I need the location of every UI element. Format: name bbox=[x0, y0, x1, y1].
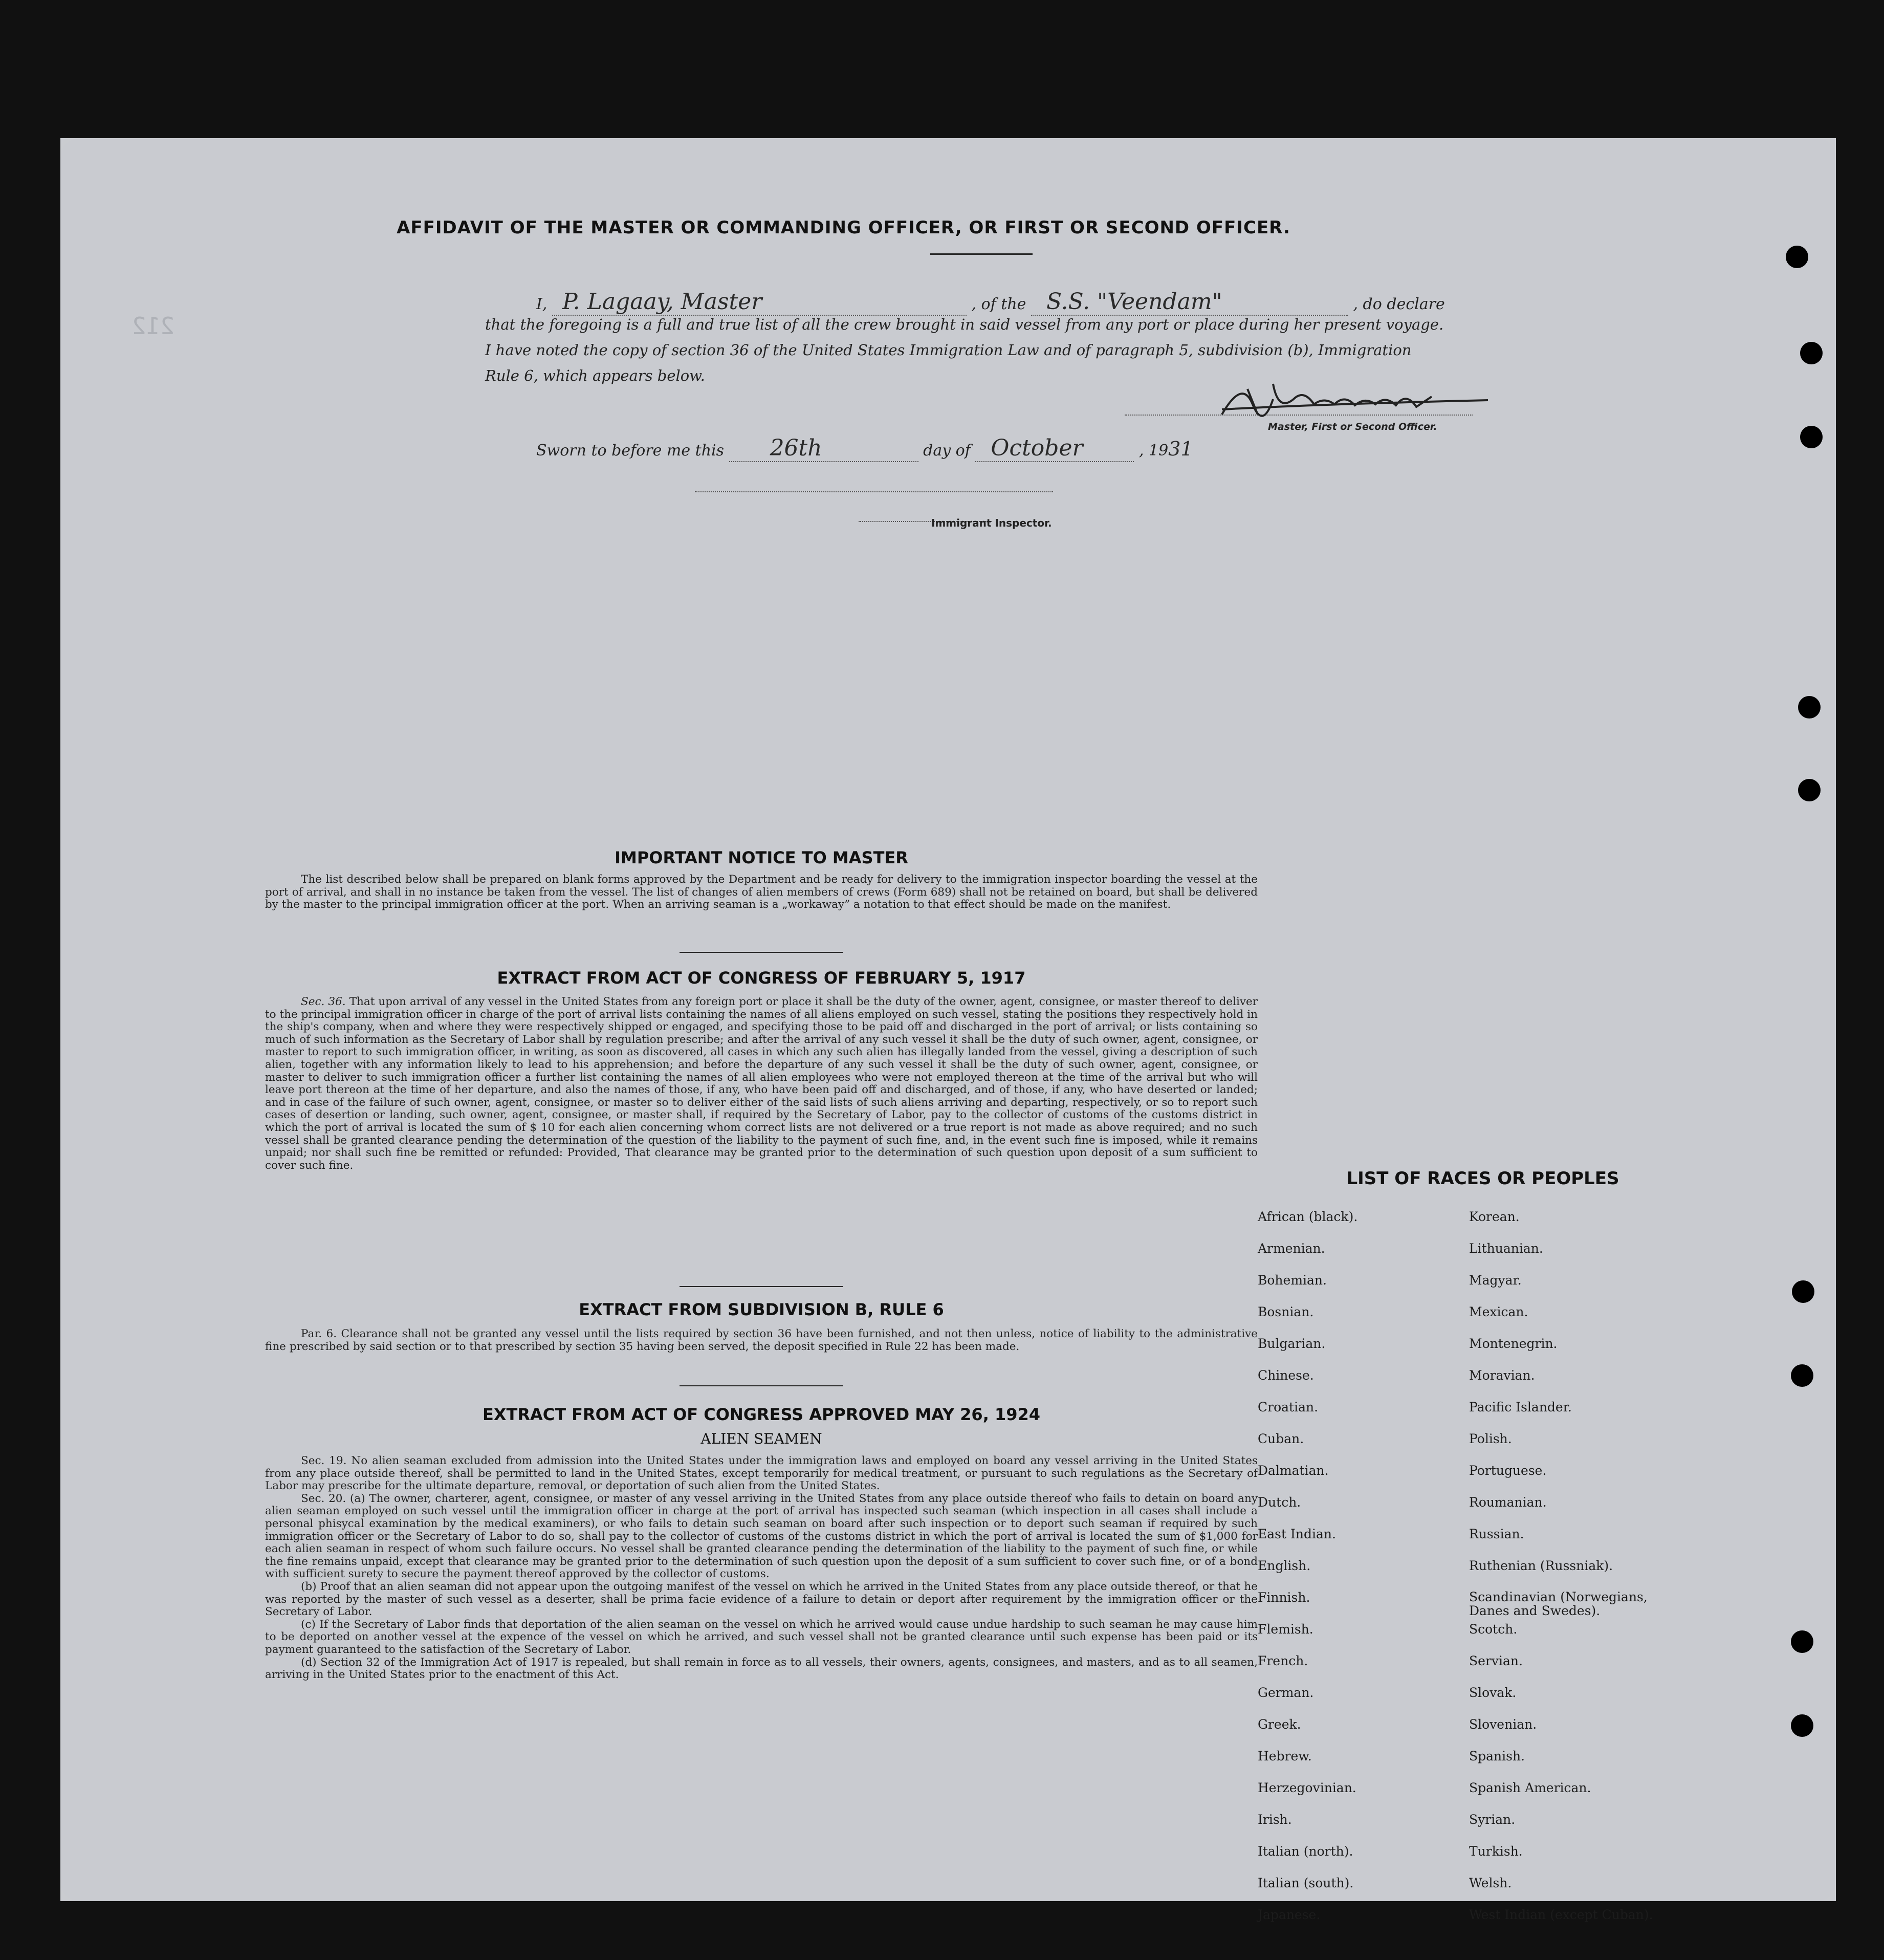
race-item: Portuguese. bbox=[1469, 1463, 1547, 1478]
race-item: West Indian (except Cuban). bbox=[1469, 1907, 1653, 1922]
race-item: Cuban. bbox=[1258, 1431, 1304, 1446]
race-item: Italian (north). bbox=[1258, 1844, 1353, 1859]
race-item: Welsh. bbox=[1469, 1876, 1512, 1890]
punch-hole bbox=[1800, 426, 1823, 448]
document-page bbox=[60, 138, 1836, 1922]
punch-hole bbox=[1786, 246, 1808, 268]
sec-20d bbox=[265, 1657, 1258, 1682]
sec-20c-body: (c) If the Secretary of Labor finds that deportation of the alien seaman on the vessel on which he arrived would cause undue hardship to such seaman he may cause him to be deported on another vessel at the expence of the vessel on which he arrived, and such vessel shall not be granted clearance until such expense has been paid or its payment guaranteed to the satisfaction of the Secretary of Labor. bbox=[265, 1618, 1258, 1656]
race-item: Lithuanian. bbox=[1469, 1241, 1543, 1256]
race-item: African (black). bbox=[1258, 1209, 1358, 1224]
punch-hole bbox=[1791, 1630, 1813, 1653]
race-item: Scandinavian (Norwegians, Danes and Swedes). bbox=[1469, 1589, 1648, 1618]
race-item: Russian. bbox=[1469, 1527, 1524, 1541]
race-item: Servian. bbox=[1469, 1653, 1523, 1668]
race-item: Dutch. bbox=[1258, 1495, 1301, 1510]
notice-divider bbox=[680, 952, 843, 953]
race-item: Hebrew. bbox=[1258, 1749, 1312, 1763]
race-item: Slovak. bbox=[1469, 1685, 1517, 1700]
sworn-label: Sworn to before me this bbox=[536, 442, 725, 460]
sec-20a-body: Sec. 20. (a) The owner, charterer, agent, consignee, or master of any vessel arriving in the United States from any place outside thereof who fails to detain on board any alien seaman employed on such vessel until the immigration officer in charge at the port of arrival has inspected such seaman (which inspection in all cases shall include a personal phisycal examination by the medical examiners), or who fails to detain such seaman on board after such inspection or to deport such seaman if required by such immigration officer or the Secretary of Labor to do so, shall pay to the collector of customs of the customs district in which the port of arrival is located the sum of $1,000 for each alien seaman in respect of whom such failure occurs. No vessel shall be granted clearance pending the determination of the liability to the payment of such fine, or while the fine remains unpaid, except that clearance may be granted prior to the determination of such question upon the deposit of a sum sufficient to cover such fine, or of a bond with sufficient surety to secure the payment thereof approved by the collector of customs. bbox=[265, 1492, 1258, 1581]
sec-20b-body: (b) Proof that an alien seaman did not appear upon the outgoing manifest of the vessel on which he arrived in the United States from any place outside thereof, or that he was reported by the master of such vessel as a deserter, shall be prima facie evidence of a failure to detain or deport after requirement by the immigration officer or the Secretary of Labor. bbox=[265, 1580, 1258, 1619]
race-item: Montenegrin. bbox=[1469, 1336, 1558, 1351]
of-the-label: , of the bbox=[971, 295, 1026, 313]
affidavit-line-3: I have noted the copy of section 36 of the United States Immigration Law and of paragraph 5, subdivision (b), Immigration bbox=[485, 341, 1412, 359]
sec-19 bbox=[265, 1455, 1258, 1493]
race-item: Ruthenian (Russniak). bbox=[1469, 1558, 1613, 1573]
affidavit-line-1 bbox=[536, 289, 1445, 316]
race-item: Dalmatian. bbox=[1258, 1463, 1329, 1478]
race-item: Bohemian. bbox=[1258, 1273, 1327, 1288]
race-item: Turkish. bbox=[1469, 1844, 1523, 1859]
sec-20b bbox=[265, 1581, 1258, 1619]
races-title: LIST OF RACES OR PEOPLES bbox=[1346, 1168, 1619, 1189]
master-signature bbox=[1212, 368, 1498, 425]
rule-6-title: EXTRACT FROM SUBDIVISION B, RULE 6 bbox=[579, 1300, 944, 1319]
sec-20c bbox=[265, 1619, 1258, 1657]
race-item: Italian (south). bbox=[1258, 1876, 1354, 1890]
day-of-label: day of bbox=[923, 442, 971, 460]
punch-hole bbox=[1798, 779, 1821, 801]
race-item: Irish. bbox=[1258, 1812, 1292, 1827]
punch-hole bbox=[1791, 1714, 1813, 1737]
race-item: Korean. bbox=[1469, 1209, 1520, 1224]
race-item: Finnish. bbox=[1258, 1590, 1310, 1605]
punch-hole bbox=[1791, 1364, 1813, 1387]
race-item: Slovenian. bbox=[1469, 1717, 1537, 1732]
race-item: Armenian. bbox=[1258, 1241, 1325, 1256]
sec-20a bbox=[265, 1493, 1258, 1581]
race-item: Japanese. bbox=[1258, 1907, 1321, 1922]
bleed-through-number: 212 bbox=[132, 312, 175, 340]
notice-body: The list described below shall be prepared on blank forms approved by the Department and be ready for delivery to the immigration inspector boarding the vessel at the port of arrival, and shall in no instance be taken from the vessel. The list of changes of alien members of crews (Form 689) shall not be retained on board, but shall be delivered by the master to the principal immigration officer at the port. When an arriving seaman is a „workaway” a notation to that effect should be made on the manifest. bbox=[265, 873, 1258, 911]
rule-6-body: Par. 6. Clearance shall not be granted any vessel until the lists required by section 36 have been furnished, and not then unless, notice of liability to the administrative fine prescribed by said section or to that prescribed by section 35 having been served, the deposit specified in Rule 22 has been made. bbox=[265, 1327, 1258, 1353]
race-item: Magyar. bbox=[1469, 1273, 1522, 1288]
extract-1917-text bbox=[265, 996, 1258, 1172]
notice-text bbox=[265, 874, 1258, 911]
sworn-line bbox=[536, 435, 1193, 462]
extract-1917-divider bbox=[680, 1286, 843, 1287]
punch-hole bbox=[1798, 696, 1821, 718]
affidavit-line-2: that the foregoing is a full and true list of all the crew brought in said vessel from any port or place during her present voyage. bbox=[485, 316, 1444, 333]
race-item: Pacific Islander. bbox=[1469, 1400, 1572, 1414]
race-item: Scotch. bbox=[1469, 1622, 1518, 1637]
title-divider bbox=[930, 253, 1033, 255]
sec-36-body: That upon arrival of any vessel in the United States from any foreign port or place it shall be the duty of the owner, agent, consignee, or master thereof to deliver to the principal immigration officer in charge of the port of arrival lists containing the names of all aliens employed on such vessel, stating the positions they respectively hold in the ship's company, when and where they were respectively shipped or engaged, and specifying those to be paid off and discharged in the port of arrival; or lists containing so much of such information as the Secretary of Labor shall by regulation prescribe; and after the arrival of any such vessel it shall be the duty of such owner, agent, consignee, or master to report to such immigration officer, in writing, as soon as discovered, all cases in which any such alien has illegally landed from the vessel, giving a description of such alien, together with any information likely to lead to his apprehension; and before the departure of any such vessel it shall be the duty of such owner, agent, consignee, or master to deliver to such immigration officer a further list containing the names of all alien employees who were not employed thereon at the time of the arrival but who will leave port thereon at the time of her departure, and also the names of those, if any, who have been paid off and discharged, and of those, if any, who have deserted or landed; and in case of the failure of such owner, agent, consignee, or master so to deliver either of the said lists of such aliens arriving and departing, respectively, or so to report such cases of desertion or landing, such owner, agent, consignee, or master shall, if required by the Secretary of Labor, pay to the collector of customs of the customs district in which the port of arrival is located the sum of $ 10 for each alien concerning whom correct lists are not delivered or a true report is not made as above required; and no such vessel shall be granted clearance pending the determination of the question of the liability to the payment of such fine, and, in the event such fine is imposed, while it remains unpaid; nor shall such fine be remitted or refunded: Provided, That clearance may be granted prior to the determination of such question upon deposit of a sum sufficient to cover such fine. bbox=[265, 995, 1258, 1172]
race-item: Bulgarian. bbox=[1258, 1336, 1326, 1351]
extract-1924-title: EXTRACT FROM ACT OF CONGRESS APPROVED MAY 26, 1924 bbox=[482, 1405, 1041, 1424]
race-item: German. bbox=[1258, 1685, 1314, 1700]
inspector-line-1 bbox=[695, 491, 1053, 492]
sworn-day: 26th bbox=[729, 435, 918, 462]
race-item: Roumanian. bbox=[1469, 1495, 1547, 1510]
race-item: Spanish. bbox=[1469, 1749, 1525, 1763]
punch-hole bbox=[1800, 342, 1823, 364]
race-item: Flemish. bbox=[1258, 1622, 1313, 1637]
declare-i: I, bbox=[536, 295, 547, 313]
sworn-year: 31 bbox=[1168, 438, 1193, 460]
affidavit-title: AFFIDAVIT OF THE MASTER OR COMMANDING OFFICER, OR FIRST OR SECOND OFFICER. bbox=[397, 217, 1290, 238]
notice-title: IMPORTANT NOTICE TO MASTER bbox=[615, 848, 908, 867]
race-item: French. bbox=[1258, 1653, 1308, 1668]
race-item: Greek. bbox=[1258, 1717, 1301, 1732]
race-item: Polish. bbox=[1469, 1431, 1512, 1446]
sec-19-body: Sec. 19. No alien seaman excluded from admission into the United States under the immigration laws and employed on board any vessel arriving in the United States from any place outside thereof, shall be permitted to land in the United States, except temporarily for medical treatment, or pursuant to such regulations as the Secretary of Labor may prescribe for the ultimate departure, removal, or deportation of such alien from the United States. bbox=[265, 1454, 1258, 1493]
do-declare-label: , do declare bbox=[1353, 295, 1445, 313]
sworn-month: October bbox=[975, 435, 1134, 462]
vessel-name: S.S. "Veendam" bbox=[1031, 289, 1348, 316]
sec-20d-body: (d) Section 32 of the Immigration Act of 1917 is repealed, but shall remain in force as to all vessels, their owners, agents, consignees, and masters, and as to all seamen, arriving in the United States prior to the enactment of this Act. bbox=[265, 1656, 1258, 1682]
race-item: East Indian. bbox=[1258, 1527, 1336, 1541]
inspector-caption: Immigrant Inspector. bbox=[931, 517, 1052, 529]
affidavit-line-4: Rule 6, which appears below. bbox=[485, 367, 705, 384]
race-item: Spanish American. bbox=[1469, 1780, 1591, 1795]
alien-seamen-subtitle: ALIEN SEAMEN bbox=[700, 1430, 822, 1447]
year-prefix: , 19 bbox=[1138, 442, 1169, 460]
sec-36-label: Sec. 36. bbox=[301, 995, 346, 1008]
race-item: Mexican. bbox=[1469, 1304, 1528, 1319]
race-item: Herzegovinian. bbox=[1258, 1780, 1356, 1795]
extract-1917-title: EXTRACT FROM ACT OF CONGRESS OF FEBRUARY 5, 1917 bbox=[497, 968, 1026, 988]
extract-1924-text bbox=[265, 1455, 1258, 1682]
punch-hole bbox=[1792, 1280, 1814, 1303]
race-item: Moravian. bbox=[1469, 1368, 1535, 1383]
race-item: Chinese. bbox=[1258, 1368, 1314, 1383]
race-item: Croatian. bbox=[1258, 1400, 1319, 1414]
rule-6-divider bbox=[680, 1385, 843, 1386]
race-item: English. bbox=[1258, 1558, 1311, 1573]
master-name: P. Lagaay, Master bbox=[552, 289, 967, 316]
race-item: Bosnian. bbox=[1258, 1304, 1314, 1319]
rule-6-text bbox=[265, 1328, 1258, 1353]
signature-caption: Master, First or Second Officer. bbox=[1268, 421, 1437, 432]
race-item: Syrian. bbox=[1469, 1812, 1516, 1827]
